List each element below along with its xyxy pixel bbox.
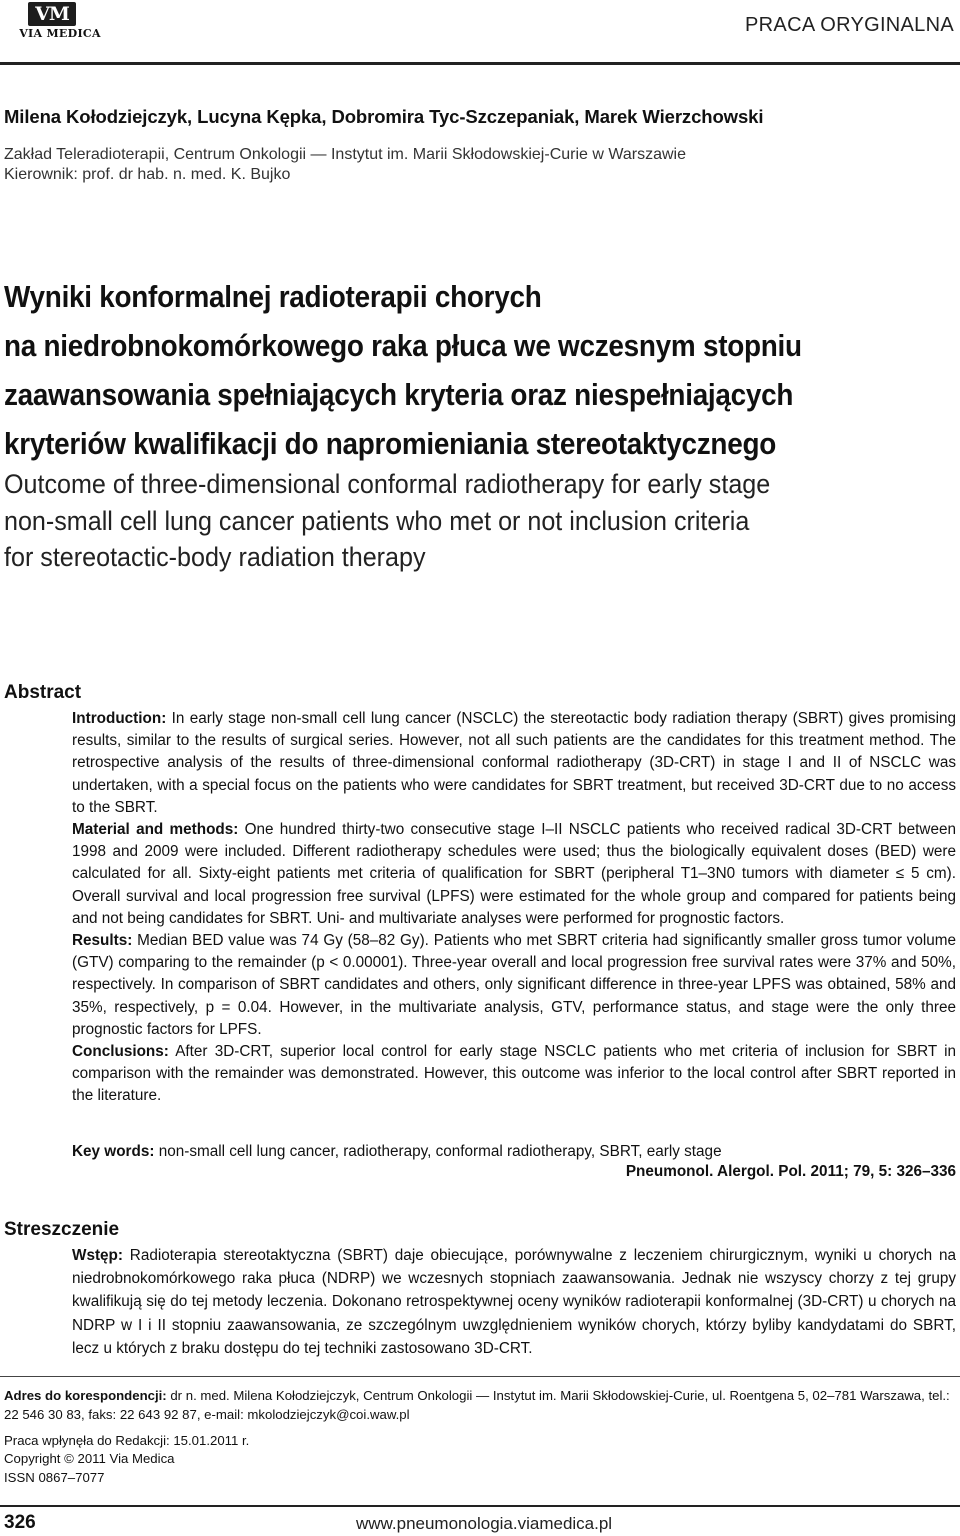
abstract-body <box>72 708 956 1108</box>
keywords-text: non-small cell lung cancer, radiotherapy, conformal radiotherapy, SBRT, early stage <box>154 1143 722 1160</box>
conclusions-text: After 3D-CRT, superior local control for early stage NSCLC patients who met criteria of inclusion for SBRT in comparison with the remainder was demonstrated. However, this outcome was inferior to the local control after SBRT reported in the literature. <box>72 1043 956 1105</box>
streszczenie-heading: Streszczenie <box>4 1219 120 1240</box>
conclusions-label: Conclusions: <box>72 1043 169 1061</box>
title-english-line: non-small cell lung cancer patients who met or not inclusion criteria <box>4 505 750 536</box>
title-english-line: Outcome of three-dimensional conformal radiotherapy for early stage <box>4 469 771 499</box>
introduction-label: Introduction: <box>72 710 167 727</box>
page-number: 326 <box>4 1512 36 1533</box>
abstract-introduction <box>72 708 956 819</box>
footer-divider <box>0 1376 960 1377</box>
wstep-text: Radioterapia stereotaktyczna (SBRT) daje obiecujące, porównywalne z leczeniem chirurgicznym, wyniki u chorych na niedrobnokomórkowego raka płuca (NDRP) we wczesnych stopniach zaawansowania. Jednak nie wszyscy chorzy z tej grupy kwalifikują się do tej metody leczenia. Dokonano retrospektywnej oceny wyników radioterapii konformalnej (3D-CRT) u chorych na NDRP w I i II stopniu zaawansowania, ze szczególnym uwzględnieniem wyników chorych, którzy byliby kandydatami do SBRT, lecz u których z braku dostępu do tej techniki zastosowano 3D-CRT. <box>72 1247 956 1357</box>
section-label: PRACA ORYGINALNA <box>745 14 954 36</box>
abstract-conclusions <box>72 1041 956 1108</box>
issn: ISSN 0867–7077 <box>4 1469 105 1485</box>
abstract-heading: Abstract <box>4 682 82 703</box>
journal-website: www.pneumonologia.viamedica.pl <box>356 1514 613 1533</box>
keywords <box>72 1141 956 1163</box>
authors: Milena Kołodziejczyk, Lucyna Kępka, Dobromira Tyc-Szczepaniak, Marek Wierzchowski <box>4 106 764 127</box>
logo-text: VIA MEDICA <box>19 27 101 40</box>
keywords-label: Key words: <box>72 1143 155 1160</box>
bottom-divider <box>0 1505 960 1507</box>
header-divider <box>0 62 960 65</box>
logo-mark: VM <box>28 2 76 26</box>
methods-text: One hundred thirty-two consecutive stage I–II NSCLC patients who received radical 3D-CRT between 1998 and 2009 were included. Different radiotherapy schedules were used; thus the biologically equivalent doses (BED) were calculated for all. Sixty-eight patients met criteria of qualification for SBRT (peripheral T1–3N0 tumors with diameter ≤ 5 cm). Overall survival and local progression free survival (LPFS) were estimated for the whole group and compared for patients being and not being candidates for SBRT. Uni- and multivariate analyses were performed for prognostic factors. <box>72 821 956 927</box>
title-polish-line: kryteriów kwalifikacji do napromieniania stereotaktycznego <box>4 426 777 461</box>
title-polish-line: Wyniki konformalnej radioterapii chorych <box>4 279 542 314</box>
publication-info <box>4 1432 249 1487</box>
introduction-text: In early stage non-small cell lung cancer (NSCLC) the stereotactic body radiation therapy (SBRT) gives promising results, similar to the results of surgical series. However, not all such patients are the candidates for this treatment method. The retrospective analysis of the results of three-dimensional conformal radiotherapy (3D-CRT) in stage I and II of NSCLC was undertaken, with a special focus on the patients who were candidates for SBRT treatment, but received 3D-CRT due to no access to the SBRT. <box>72 710 956 816</box>
abstract-methods <box>72 819 956 930</box>
correspondence-label: Adres do korespondencji: <box>4 1388 167 1403</box>
copyright: Copyright © 2011 Via Medica <box>4 1451 175 1467</box>
correspondence-text: dr n. med. Milena Kołodziejczyk, Centrum Onkologii — Instytut im. Marii Skłodowskiej-Curie, ul. Roentgena 5, 02–781 Warszawa, tel.: 22 546 30 83, faks: 22 643 92 87, e-mail: mkolodziejczyk@coi.waw.pl <box>4 1388 950 1422</box>
correspondence-address <box>4 1386 956 1424</box>
received-date: Praca wpłynęła do Redakcji: 15.01.2011 r. <box>4 1433 250 1448</box>
title-english-line: for stereotactic-body radiation therapy <box>4 542 426 572</box>
affiliation-head-line: Kierownik: prof. dr hab. n. med. K. Bujko <box>4 166 291 183</box>
title-polish-line: na niedrobnokomórkowego raka płuca we wczesnym stopniu <box>4 328 802 363</box>
via-medica-logo <box>10 2 114 42</box>
streszczenie-body <box>72 1244 956 1360</box>
title-english <box>4 466 953 576</box>
abstract-results <box>72 930 956 1041</box>
methods-label: Material and methods: <box>72 821 239 839</box>
wstep-label: Wstęp: <box>72 1247 123 1264</box>
title-polish-line: zaawansowania spełniających kryteria oraz niespełniających <box>4 377 794 412</box>
affiliation-line: Zakład Teleradioterapii, Centrum Onkologii — Instytut im. Marii Skłodowskiej-Curie w Warszawie <box>4 146 687 163</box>
journal-citation: Pneumonol. Alergol. Pol. 2011; 79, 5: 326–336 <box>625 1163 956 1180</box>
results-text: Median BED value was 74 Gy (58–82 Gy). Patients who met SBRT criteria had significantly smaller gross tumor volume (GTV) comparing to the remainder (p < 0.00001). Three-year overall and local progression free survival rates were 37% and 50%, respectively. In comparison of SBRT candidates and others, only significant difference in three-year LPFS was obtained, 58% and 35%, respectively, p = 0.04. However, in the multivariate analysis, GTV, performance status, and stage were the only three prognostic factors for LPFS. <box>72 932 956 1038</box>
results-label: Results: <box>72 932 133 950</box>
title-polish <box>4 272 954 468</box>
